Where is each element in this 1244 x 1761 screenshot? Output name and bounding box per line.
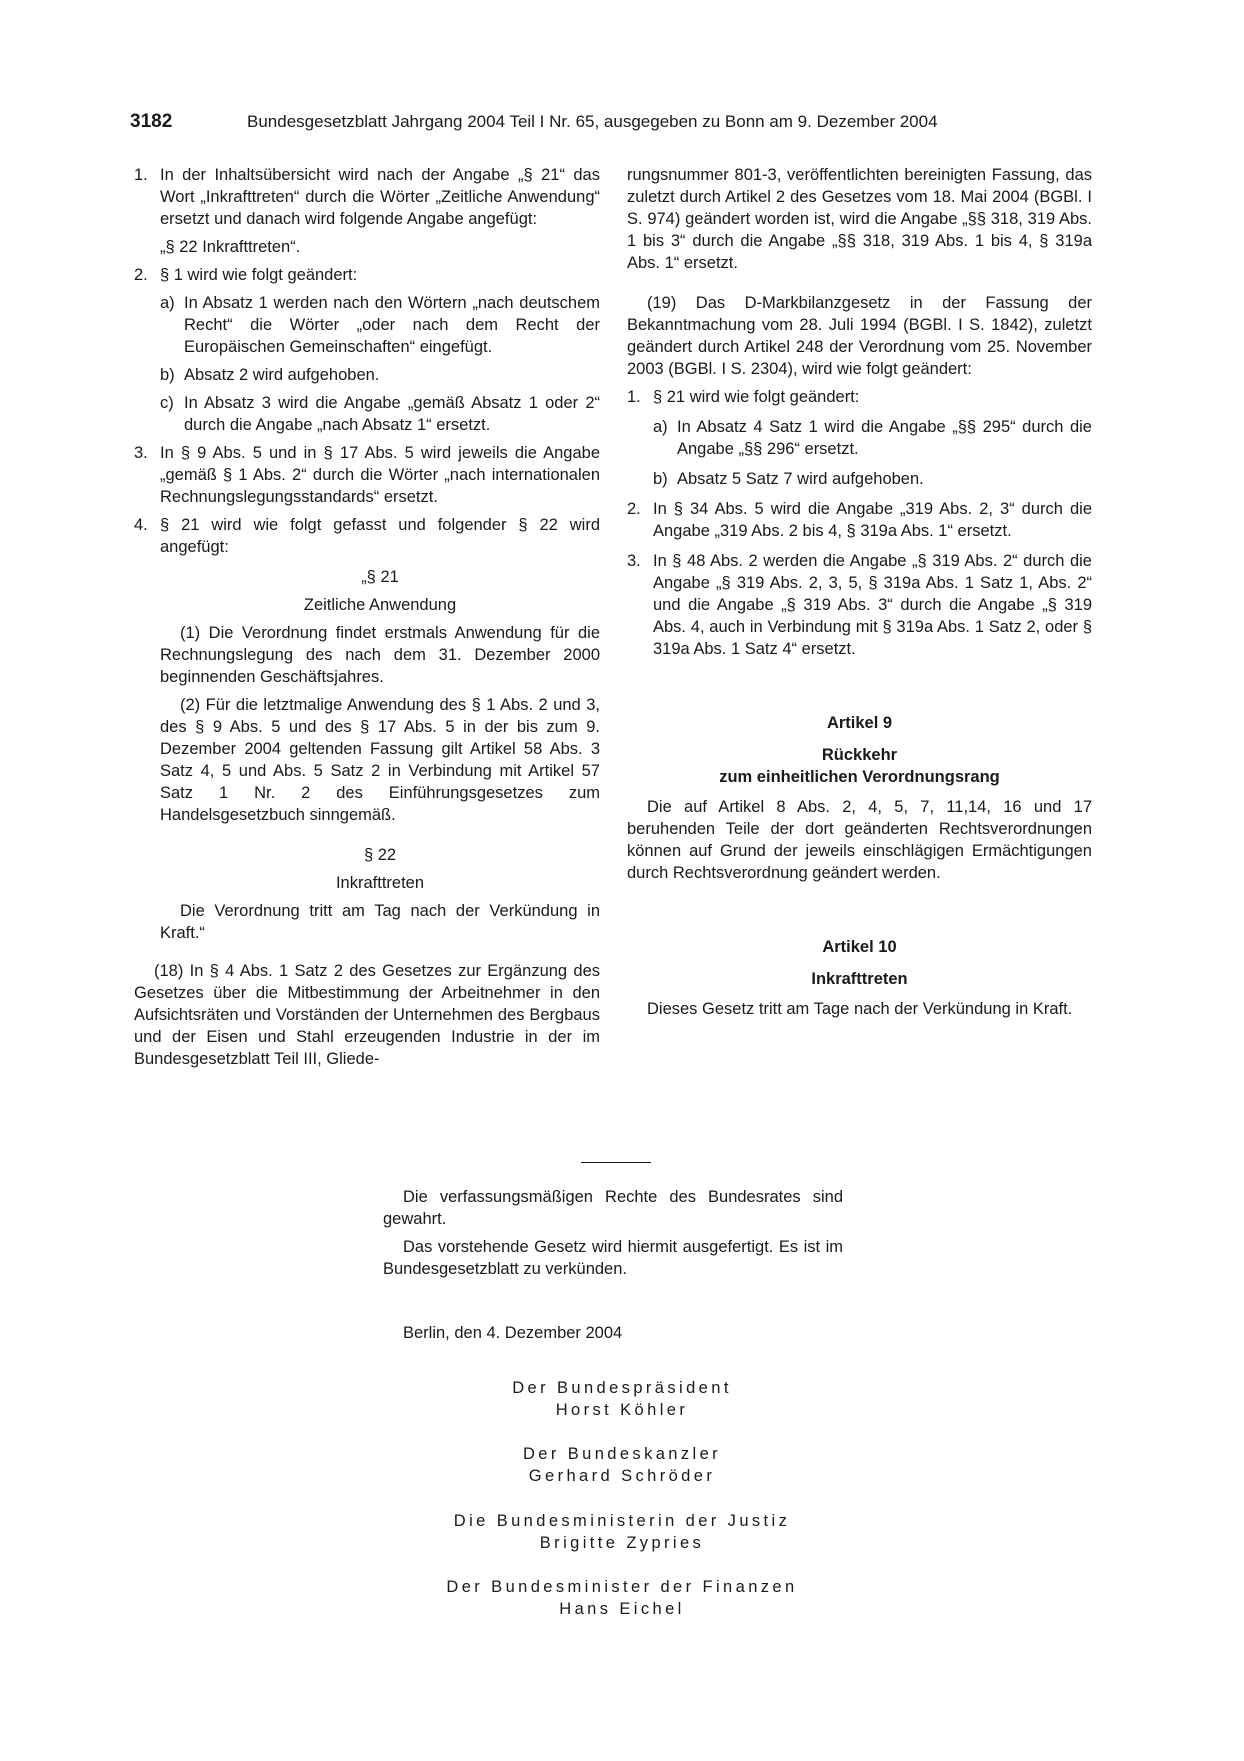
signatory-name: Brigitte Zypries <box>539 1534 705 1552</box>
page-number: 3182 <box>130 111 173 132</box>
item-text: § 21 wird wie folgt gefasst und folgender § 22 wird angefügt: <box>160 516 600 556</box>
sub-item-b <box>160 364 600 386</box>
closing-paragraph: Die verfassungsmäßigen Rechte des Bundesrates sind gewahrt. <box>383 1188 843 1228</box>
signatory-name: Gerhard Schröder <box>528 1467 716 1485</box>
item-number: 3. <box>134 444 148 462</box>
sub-item-a <box>160 292 600 358</box>
sub-item-text: In Absatz 3 wird die Angabe „gemäß Absatz 1 oder 2“ durch die Angabe „nach Absatz 1“ ersetzt. <box>184 394 600 434</box>
list-item-2 <box>627 498 1092 542</box>
closing-block <box>383 1186 843 1344</box>
signatory-role: Der Bundeskanzler <box>522 1445 722 1463</box>
section-heading: „§ 21 <box>361 568 399 586</box>
sub-item-text: In Absatz 4 Satz 1 wird die Angabe „§§ 295“ durch die Angabe „§§ 296“ ersetzt. <box>677 418 1092 458</box>
signatory-name: Horst Köhler <box>555 1401 689 1419</box>
signatory-name: Hans Eichel <box>559 1600 685 1618</box>
signature-block <box>372 1510 872 1554</box>
sub-item-letter: c) <box>160 394 174 412</box>
section-title: Inkrafttreten <box>335 874 425 892</box>
section-title: Zeitliche Anwendung <box>303 596 457 614</box>
sub-item-c <box>160 392 600 436</box>
article-9-title: Rückkehr <box>821 746 898 764</box>
sub-item-b <box>653 468 1092 490</box>
sub-item-a <box>653 416 1092 460</box>
paragraph-18: (18) In § 4 Abs. 1 Satz 2 des Gesetzes zur Ergänzung des Gesetzes über die Mitbestimmung der Arbeitnehmer in den Aufsichtsräten und Vorständen der Unternehmen des Bergbaus und der Eisen und Stahl erzeugenden Industrie in der im Bundesgesetzblatt Teil III, Gliede- <box>134 962 600 1068</box>
item-text: In der Inhaltsübersicht wird nach der Angabe „§ 21“ das Wort „Inkrafttreten“ durch die Wörter „Zeitliche Anwendung“ ersetzt und danach wird folgende Angabe angefügt: <box>160 166 600 228</box>
page-header <box>130 111 1090 137</box>
section-heading: § 22 <box>363 846 397 864</box>
item-number: 1. <box>134 166 148 184</box>
item-text: § 1 wird wie folgt geändert: <box>160 266 358 284</box>
place-date: Berlin, den 4. Dezember 2004 <box>403 1324 623 1342</box>
left-column <box>134 164 600 1070</box>
signature-block <box>372 1576 872 1620</box>
sub-item-letter: a) <box>653 418 668 436</box>
signatory-role: Der Bundesminister der Finanzen <box>446 1578 798 1596</box>
section-paragraph: Die Verordnung tritt am Tag nach der Verkündung in Kraft.“ <box>160 902 600 942</box>
item-number: 2. <box>627 500 641 518</box>
article-9-title-line2: zum einheitlichen Verordnungsrang <box>719 768 1000 786</box>
closing-paragraph: Das vorstehende Gesetz wird hiermit ausgefertigt. Es ist im Bundesgesetzblatt zu verkünden. <box>383 1238 843 1278</box>
item-number: 1. <box>627 388 641 406</box>
sub-item-letter: a) <box>160 294 175 312</box>
paragraph-18-continued: rungsnummer 801-3, veröffentlichten bereinigten Fassung, das zuletzt durch Artikel 2 des Gesetzes vom 18. Mai 2004 (BGBl. I S. 974) geändert worden ist, wird die Angabe „§§ 318, 319 Abs. 1 bis 3“ durch die Angabe „§§ 318, 319 Abs. 1 bis 4, § 319a Abs. 1“ ersetzt. <box>627 166 1092 272</box>
article-9-heading: Artikel 9 <box>826 714 893 732</box>
section-paragraph: (1) Die Verordnung findet erstmals Anwendung für die Rechnungslegung des nach dem 31. Dezember 2000 beginnenden Geschäftsjahres. <box>160 624 600 686</box>
right-column <box>627 164 1092 1020</box>
article-10-text: Dieses Gesetz tritt am Tage nach der Verkündung in Kraft. <box>647 1000 1073 1018</box>
item-text: In § 48 Abs. 2 werden die Angabe „§ 319 Abs. 2“ durch die Angabe „§ 319 Abs. 2, 3, 5, § 319a Abs. 1 Satz 1, Abs. 2“ und die Angabe „§ 319 Abs. 3“ durch die Angabe „§ 319 Abs. 4, auch in Verbindung mit § 319a Abs. 1 Satz 2, oder § 319a Abs. 1 Satz 4“ ersetzt. <box>653 552 1092 658</box>
inserted-section <box>160 566 600 944</box>
article-10-title: Inkrafttreten <box>811 970 908 988</box>
paragraph-19: (19) Das D-Markbilanzgesetz in der Fassung der Bekanntmachung vom 28. Juli 1994 (BGBl. I S. 1842), zuletzt geändert durch Artikel 248 der Verordnung vom 25. November 2003 (BGBl. I S. 2304), wird wie folgt geändert: <box>627 294 1092 378</box>
signatory-role: Die Bundesministerin der Justiz <box>453 1512 791 1530</box>
sub-item-letter: b) <box>160 366 175 384</box>
section-paragraph: (2) Für die letztmalige Anwendung des § 1 Abs. 2 und 3, des § 9 Abs. 5 und des § 17 Abs. 5 in der bis zum 9. Dezember 2004 geltenden Fassung gilt Artikel 58 Abs. 3 Satz 4, 5 und Abs. 5 Satz 2 in Verbindung mit Artikel 57 Satz 1 Nr. 2 des Einführungsgesetzes zum Handelsgesetzbuch sinngemäß. <box>160 696 600 824</box>
sub-item-text: Absatz 2 wird aufgehoben. <box>184 366 380 384</box>
sub-item-text: In Absatz 1 werden nach den Wörtern „nach deutschem Recht“ die Wörter „oder nach dem Recht der Europäischen Gemeinschaften“ eingefügt. <box>184 294 600 356</box>
list-item-3 <box>134 442 600 508</box>
item-text: In § 34 Abs. 5 wird die Angabe „319 Abs. 2, 3“ durch die Angabe „319 Abs. 2 bis 4, § 319a Abs. 1“ ersetzt. <box>653 500 1092 540</box>
signature-block <box>372 1377 872 1421</box>
signatory-role: Der Bundespräsident <box>512 1379 732 1397</box>
signature-block <box>372 1443 872 1487</box>
list-item-3 <box>627 550 1092 660</box>
item-number: 2. <box>134 266 148 284</box>
divider <box>581 1162 651 1163</box>
list-item-4 <box>134 514 600 558</box>
item-number: 4. <box>134 516 148 534</box>
article-9-text: Die auf Artikel 8 Abs. 2, 4, 5, 7, 11,14, 16 und 17 beruhenden Teile der dort geänderten Rechtsverordnungen können auf Grund der jeweils einschlägigen Ermächtigungen durch Rechtsverordnung geändert werden. <box>627 798 1092 882</box>
quoted-entry: „§ 22 Inkrafttreten“. <box>160 238 301 256</box>
journal-title: Bundesgesetzblatt Jahrgang 2004 Teil I Nr. 65, ausgegeben zu Bonn am 9. Dezember 2004 <box>247 112 938 131</box>
item-text: § 21 wird wie folgt geändert: <box>653 388 860 406</box>
list-item-1 <box>627 386 1092 408</box>
sub-item-letter: b) <box>653 470 668 488</box>
item-text: In § 9 Abs. 5 und in § 17 Abs. 5 wird jeweils die Angabe „gemäß § 1 Abs. 2“ durch die Wörter „nach internationalen Rechnungslegungsstandards“ ersetzt. <box>160 444 600 506</box>
item-number: 3. <box>627 552 641 570</box>
list-item-2 <box>134 264 600 286</box>
sub-item-text: Absatz 5 Satz 7 wird aufgehoben. <box>677 470 924 488</box>
article-10-heading: Artikel 10 <box>822 938 897 956</box>
list-item-1 <box>134 164 600 230</box>
